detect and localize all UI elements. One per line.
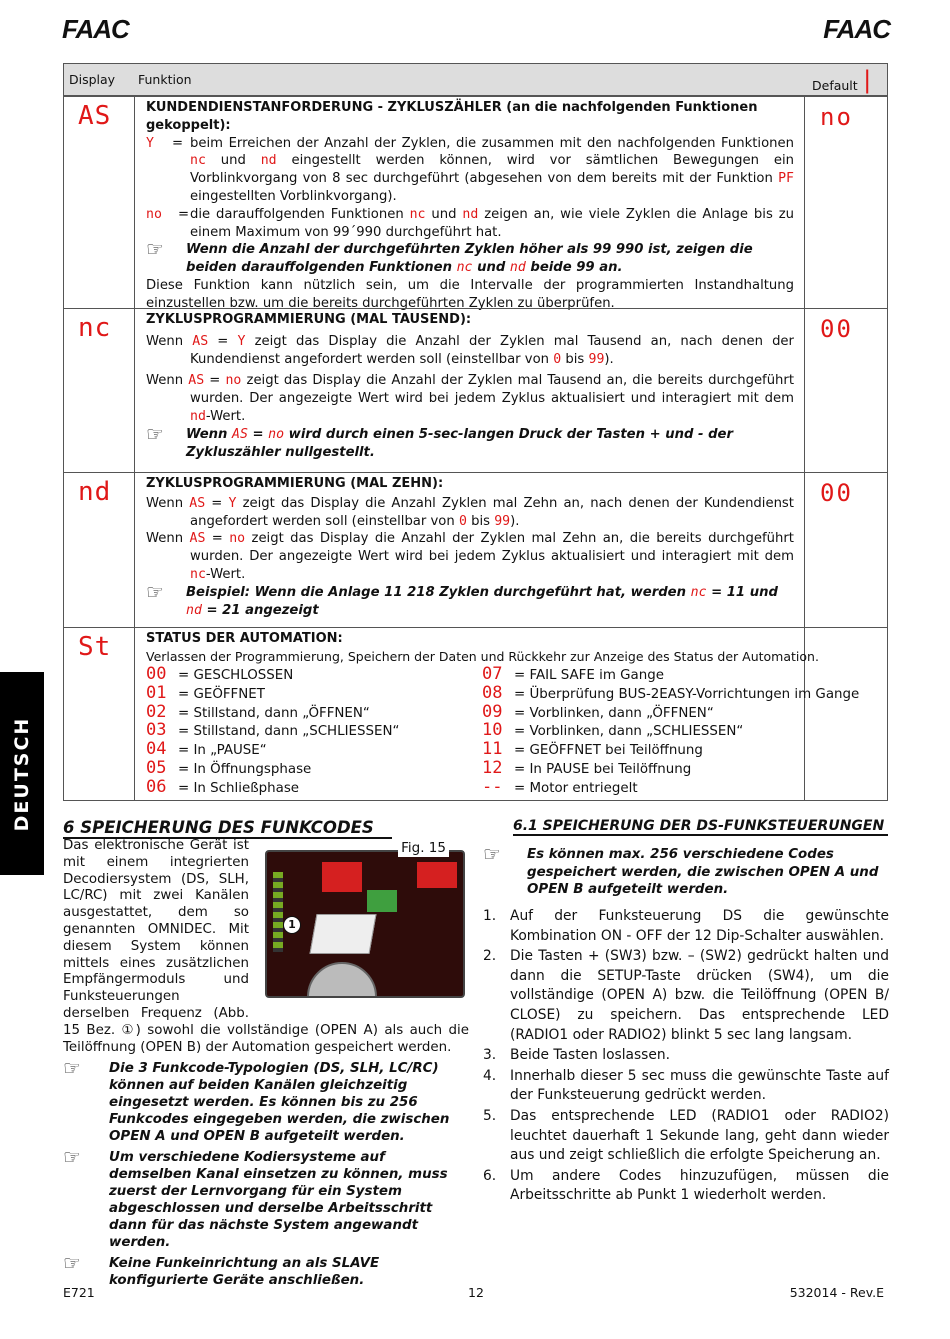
footer-page-number: 12 xyxy=(468,1285,484,1300)
table-row-as xyxy=(64,96,887,311)
row-title: STATUS DER AUTOMATION: xyxy=(146,631,343,646)
status-item xyxy=(482,682,860,704)
status-item xyxy=(482,666,859,685)
step-number: 2. xyxy=(483,947,497,964)
row-title: ZYKLUSPROGRAMMIERUNG (MAL TAUSEND): xyxy=(146,312,472,327)
step-text: Innerhalb dieser 5 sec muss die gewünschte Taste auf der Funksteuerung gedrückt werden. xyxy=(510,1067,889,1104)
status-text: = Überprüfung BUS-2EASY-Vorrichtungen im Gange xyxy=(514,686,860,702)
step-text: Auf der Funksteuerung DS die gewünschte Kombination ON - OFF der 12 Dip-Schalter auswählen. xyxy=(510,907,889,944)
status-code: 07 xyxy=(482,664,503,684)
figure-label: Fig. 15 xyxy=(398,840,449,857)
step-item xyxy=(483,947,889,1046)
status-text: = In PAUSE bei Teilöffnung xyxy=(514,761,692,777)
faac-logo-left: FAAC xyxy=(62,14,129,44)
option-y-text: Wenn AS = Y zeigt das Display die Anzahl Zyklen mal Zehn an, nach denen der Kundendienst angefordert werden soll (einstellbar von 0 bis 99). xyxy=(146,495,794,529)
status-text: = In „PAUSE“ xyxy=(178,743,267,759)
footer-revision: 532014 - Rev.E xyxy=(789,1285,884,1300)
table-row-st xyxy=(64,627,887,802)
status-list-left xyxy=(146,666,399,798)
step-item xyxy=(483,1067,889,1107)
status-code: 01 xyxy=(146,682,167,703)
status-text: = In Öffnungsphase xyxy=(178,761,312,777)
step-item xyxy=(483,1046,889,1066)
status-code: 05 xyxy=(146,757,167,778)
status-item xyxy=(146,776,399,798)
status-text: = Stillstand, dann „ÖFFNEN“ xyxy=(178,705,370,721)
row-footnote: Diese Funktion kann nützlich sein, um die Intervalle der programmierten Instandhaltung einzustellen bzw. um die bereits durchgeführten Zyklen zu überprüfen. xyxy=(146,277,794,311)
step-item xyxy=(483,1167,889,1207)
row-function xyxy=(146,311,794,461)
figure-marker: 1 xyxy=(283,916,301,934)
intro-paragraph: Das elektronische Gerät ist mit einem integrierten Decodiersystem (DS, SLH, LC/RC) mit zwei Kanälen ausgestattet, dem so genannten OMNIDEC. Mit diesem System können mittels eines zusätzlichen Empfängermoduls und Funksteuerungen derselben Frequenz (Abb. 15 Bez. ①) sowohl die vollständige (OPEN A) als auch die Teilöffnung (OPEN B) der Automation gespeichert werden. xyxy=(63,838,469,1055)
row-function xyxy=(146,99,794,313)
status-item xyxy=(146,722,399,741)
pointing-hand-icon: ☞ xyxy=(63,1251,81,1276)
status-item xyxy=(482,776,859,798)
status-text: = GESCHLOSSEN xyxy=(178,668,294,683)
header-default: Default xyxy=(812,78,858,93)
section-6-1-heading: 6.1 SPEICHERUNG DER DS-FUNKSTEUERUNGEN xyxy=(513,818,888,836)
status-item xyxy=(482,701,859,723)
default-value: 00 xyxy=(820,315,853,343)
display-code: St xyxy=(78,632,112,662)
status-item xyxy=(146,682,399,704)
pointing-hand-icon: ☞ xyxy=(483,842,501,866)
step-number: 5. xyxy=(483,1107,497,1124)
status-item xyxy=(146,757,399,779)
status-code: 10 xyxy=(482,720,503,741)
info-note: ☞ Wenn die Anzahl der durchgeführten Zyklen höher als 99 990 ist, zeigen die beiden darauffolgenden Funktionen nc und nd beide 99 an. xyxy=(146,237,753,276)
status-text: = Vorblinken, dann „ÖFFNEN“ xyxy=(514,705,714,721)
section-6-body xyxy=(63,838,469,1289)
display-code: nc xyxy=(78,313,112,343)
status-item xyxy=(482,741,859,760)
status-code: 02 xyxy=(146,701,167,722)
status-code: 09 xyxy=(482,701,503,722)
status-code: 04 xyxy=(146,739,167,760)
pointing-hand-icon: ☞ xyxy=(146,237,164,262)
status-code: -- xyxy=(482,776,503,797)
row-function xyxy=(146,475,794,619)
pointing-hand-icon: ☞ xyxy=(63,1145,81,1170)
section-6-heading: 6 SPEICHERUNG DES FUNKCODES xyxy=(63,818,392,839)
status-item xyxy=(146,701,399,723)
default-value: no xyxy=(820,103,853,131)
step-number: 6. xyxy=(483,1167,497,1184)
status-code: 08 xyxy=(482,682,503,703)
status-text: = In Schließphase xyxy=(178,780,300,796)
figure-15 xyxy=(253,838,469,1006)
option-y-text: Wenn AS = Y zeigt das Display die Anzahl der Zyklen mal Tausend an, nach denen der Kundendienst angefordert werden soll (einstellbar von 0 bis 99). xyxy=(146,333,794,367)
status-code: 00 xyxy=(146,664,167,684)
step-number: 4. xyxy=(483,1067,497,1084)
pointing-hand-icon: ☞ xyxy=(146,579,164,604)
note-max-codes: ☞ Es können max. 256 verschiedene Codes gespeichert werden, die zwischen OPEN A und OPEN B aufgeteilt werden. xyxy=(483,842,879,898)
step-text: Die Tasten + (SW3) bzw. – (SW2) gedrückt halten und dann die SETUP-Taste drücken (SW4), um die vollständige (OPEN A) bzw. die Teilöffnung (OPEN B/ CLOSE) zu speichern. Das entsprechende LED (RADIO1 oder RADIO2) blinkt 5 sec lang langsam. xyxy=(510,947,889,1044)
info-note: ☞ Wenn AS = no wird durch einen 5-sec-langen Druck der Tasten + und - der Zykluszähler nullgestellt. xyxy=(146,421,734,460)
table-header xyxy=(64,64,887,96)
programming-table xyxy=(63,63,888,801)
step-number: 1. xyxy=(483,907,497,924)
note-3: ☞ Keine Funkeinrichtung an als SLAVE konfigurierte Geräte anschließen. xyxy=(63,1251,380,1289)
step-item xyxy=(483,1107,889,1166)
pointing-hand-icon: ☞ xyxy=(63,1056,81,1081)
status-text: = GEÖFFNET bei Teilöffnung xyxy=(514,743,703,759)
row-title: KUNDENDIENSTANFORDERUNG - ZYKLUSZÄHLER (an die nachfolgenden Funktionen gekoppelt): xyxy=(146,100,758,133)
status-item xyxy=(482,722,859,741)
step-number: 3. xyxy=(483,1047,497,1064)
row-title: ZYKLUSPROGRAMMIERUNG (MAL ZEHN): xyxy=(146,476,444,491)
row-function xyxy=(146,630,866,666)
status-text: = Vorblinken, dann „SCHLIESSEN“ xyxy=(514,724,744,740)
example-note: ☞ Beispiel: Wenn die Anlage 11 218 Zyklen durchgeführt hat, werden nc = 11 und nd = 21 angezeigt xyxy=(146,579,778,618)
status-text: = GEÖFFNET xyxy=(178,686,265,702)
status-item xyxy=(146,741,399,760)
status-item xyxy=(482,757,859,779)
note-2: ☞ Um verschiedene Kodiersysteme auf demselben Kanal einsetzen zu können, muss zuerst der Lernvorgang für ein System abgeschlossen und derselbe Arbeitsschritt dann für das nächste System angewandt werden. xyxy=(63,1145,448,1251)
status-code: 03 xyxy=(146,720,167,741)
status-item xyxy=(146,666,399,685)
status-code: 12 xyxy=(482,757,503,778)
status-code: 06 xyxy=(146,776,167,797)
header-display: Display xyxy=(69,72,116,87)
step-item xyxy=(483,907,889,947)
footer-doc-code: E721 xyxy=(63,1285,95,1300)
step-text: Beide Tasten loslassen. xyxy=(510,1047,670,1064)
option-no: no =die darauffolgenden Funktionen nc und nd zeigen an, wie viele Zyklen die Anlage bis zu einem Maximum von 99´990 durchgeführt hat. xyxy=(146,206,794,240)
default-value: 00 xyxy=(820,479,853,507)
status-code: 11 xyxy=(482,739,503,760)
step-text: Um andere Codes hinzuzufügen, müssen die Arbeitsschritte ab Punkt 1 wiederholt werden. xyxy=(510,1167,889,1204)
section-6-1-body xyxy=(483,842,889,1207)
faac-logo-right: FAAC xyxy=(823,14,890,44)
option-no-text: Wenn AS = no zeigt das Display die Anzahl der Zyklen mal Tausend an, die bereits durchgeführt wurden. Der angezeigte Wert wird bei jedem Zyklus aktualisiert und interagiert mit dem nd-Wert. xyxy=(146,373,795,424)
steps-list xyxy=(483,907,889,1206)
row-description: Verlassen der Programmierung, Speichern der Daten und Rückkehr zur Anzeige des Status der Automation. xyxy=(146,648,819,664)
option-no-text: Wenn AS = no zeigt das Display die Anzahl der Zyklen mal Zehn an, die bereits durchgeführt wurden. Der angezeigte Wert wird bei jedem Zyklus aktualisiert und interagiert mit dem nc-Wert. xyxy=(146,531,794,582)
default-mark: | xyxy=(860,66,875,94)
display-code: nd xyxy=(78,477,112,507)
pointing-hand-icon: ☞ xyxy=(146,421,164,446)
note-1: ☞ Die 3 Funkcode-Typologien (DS, SLH, LC/RC) können auf beiden Kanälen gleichzeitig eingesetzt werden. Es können bis zu 256 Funkcodes eingegeben werden, die zwischen OPEN A und OPEN B aufgeteilt werden. xyxy=(63,1056,450,1145)
table-row-nd xyxy=(64,472,887,627)
header-function: Funktion xyxy=(138,72,192,87)
option-y: Y = beim Erreichen der Anzahl der Zyklen, die zusammen mit den nachfolgenden Funktionen nc und nd eingestellt werden können, wird vor sämtlichen Bewegungen ein Vorblinkvorgang von 8 sec durchgeführt (abgesehen von dem bereits mit der Funktion PF eingestellten Vorblinkvorgang). xyxy=(146,135,795,204)
display-code: AS xyxy=(78,101,112,131)
status-list-right xyxy=(482,666,859,798)
table-row-nc xyxy=(64,308,887,472)
status-text: = Stillstand, dann „SCHLIESSEN“ xyxy=(178,724,400,740)
language-tab: DEUTSCH xyxy=(0,672,44,875)
status-text: = Motor entriegelt xyxy=(514,780,638,796)
status-text: = FAIL SAFE im Gange xyxy=(514,668,664,683)
step-text: Das entsprechende LED (RADIO1 oder RADIO2) leuchtet dauerhaft 1 Sekunde lang, geht dann wieder aus und zeigt schließlich die erfolgte Speicherung an. xyxy=(510,1107,889,1164)
